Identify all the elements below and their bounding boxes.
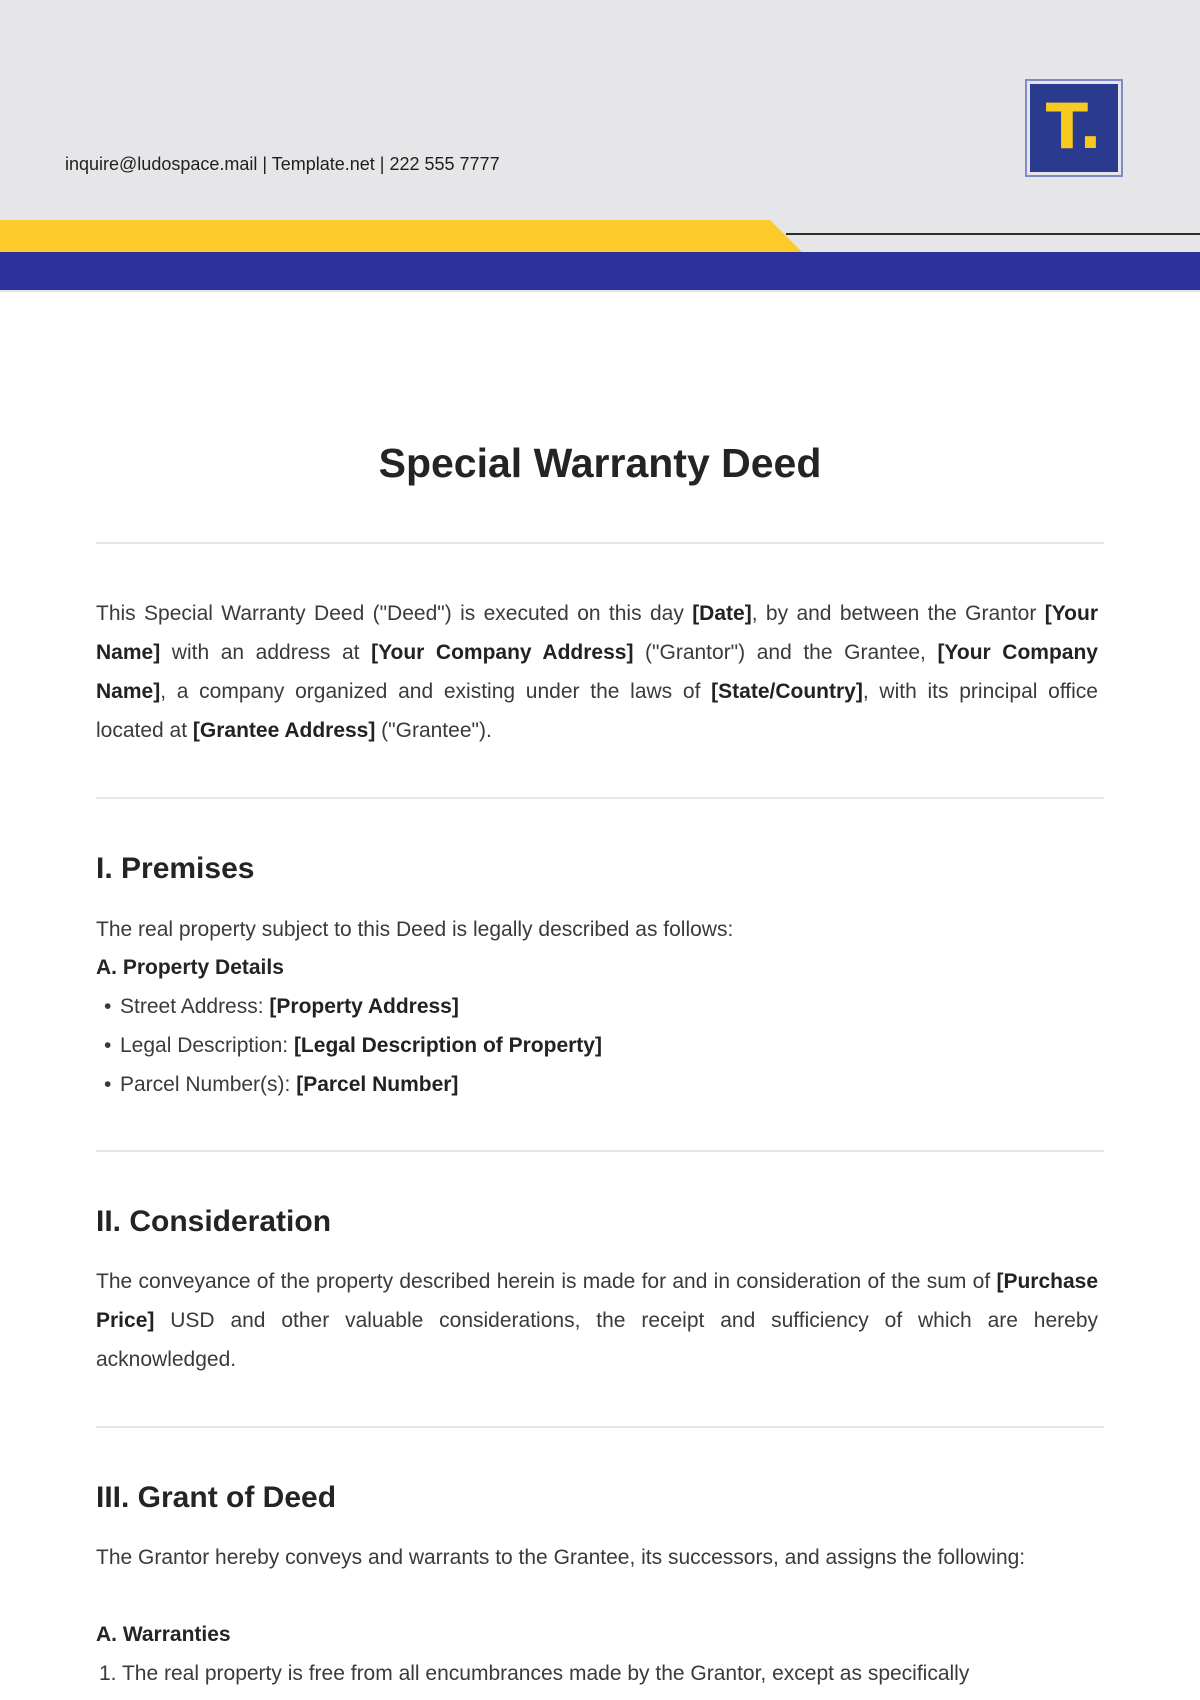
item-label: Street Address:	[120, 995, 270, 1018]
section-heading: III. Grant of Deed	[96, 1481, 337, 1514]
item-value: [Legal Description of Property]	[293, 1034, 602, 1057]
intro-text: with an address at	[160, 641, 372, 664]
yellow-band	[0, 220, 802, 252]
warranties-list	[99, 1654, 969, 1693]
placeholder-purchase-price: [Purchase Price]	[96, 1270, 1098, 1332]
section-text: The real property subject to this Deed is legally described as follows:	[96, 918, 734, 941]
divider	[96, 1426, 1104, 1428]
item-label: Parcel Number(s):	[120, 1073, 297, 1096]
placeholder-state-country: [State/Country]	[711, 680, 863, 703]
intro-text: ("Grantor") and the Grantee,	[633, 641, 938, 664]
intro-text: , with its principal office located at	[96, 680, 1098, 742]
letterhead	[0, 0, 1200, 292]
subsection-heading: A. Property Details	[96, 956, 284, 979]
logo-badge	[1030, 84, 1118, 172]
placeholder-grantee-address: [Grantee Address]	[192, 719, 376, 742]
blue-band	[0, 252, 1200, 290]
intro-text: , a company organized and existing under the laws of	[160, 680, 712, 703]
item-label: Legal Description:	[120, 1034, 294, 1057]
section-text: The conveyance of the property described herein is made for and in consideration of the sum of	[96, 1270, 997, 1293]
intro-text: This Special Warranty Deed ("Deed") is executed on this day	[96, 602, 693, 625]
item-value: [Property Address]	[269, 995, 459, 1018]
section-text: USD and other valuable considerations, the receipt and sufficiency of which are hereby acknowledged.	[96, 1309, 1098, 1371]
placeholder-date: [Date]	[692, 602, 752, 625]
list-item	[104, 987, 602, 1026]
contact-info: inquire@ludospace.mail | Template.net | 222 555 7777	[65, 154, 500, 174]
divider	[96, 542, 1104, 544]
list-item	[104, 1065, 602, 1104]
subsection-heading: A. Warranties	[96, 1623, 231, 1646]
company-logo	[1025, 79, 1123, 177]
intro-text: , by and between the Grantor	[751, 602, 1045, 625]
section-text: The Grantor hereby conveys and warrants to the Grantee, its successors, and assigns the following:	[96, 1546, 1026, 1569]
logo-letter: T.	[1045, 90, 1103, 163]
section-heading: I. Premises	[96, 852, 255, 885]
document-title: Special Warranty Deed	[378, 440, 822, 486]
placeholder-company-name: [Your Company Name]	[96, 641, 1098, 703]
property-details-list	[104, 987, 602, 1104]
header-color-bands	[0, 0, 1200, 292]
section-heading: II. Consideration	[96, 1205, 332, 1238]
item-value: [Parcel Number]	[296, 1073, 459, 1096]
intro-text: ("Grantee").	[375, 719, 492, 742]
gray-line	[786, 233, 1200, 235]
placeholder-your-name: [Your Name]	[96, 602, 1098, 664]
intro-paragraph	[96, 594, 1098, 750]
divider	[96, 797, 1104, 799]
consideration-paragraph	[96, 1262, 1098, 1379]
list-item	[104, 1026, 602, 1065]
divider	[96, 1150, 1104, 1152]
placeholder-company-address: [Your Company Address]	[371, 641, 634, 664]
list-item: 1. The real property is free from all encumbrances made by the Grantor, except as specifically	[99, 1662, 970, 1685]
